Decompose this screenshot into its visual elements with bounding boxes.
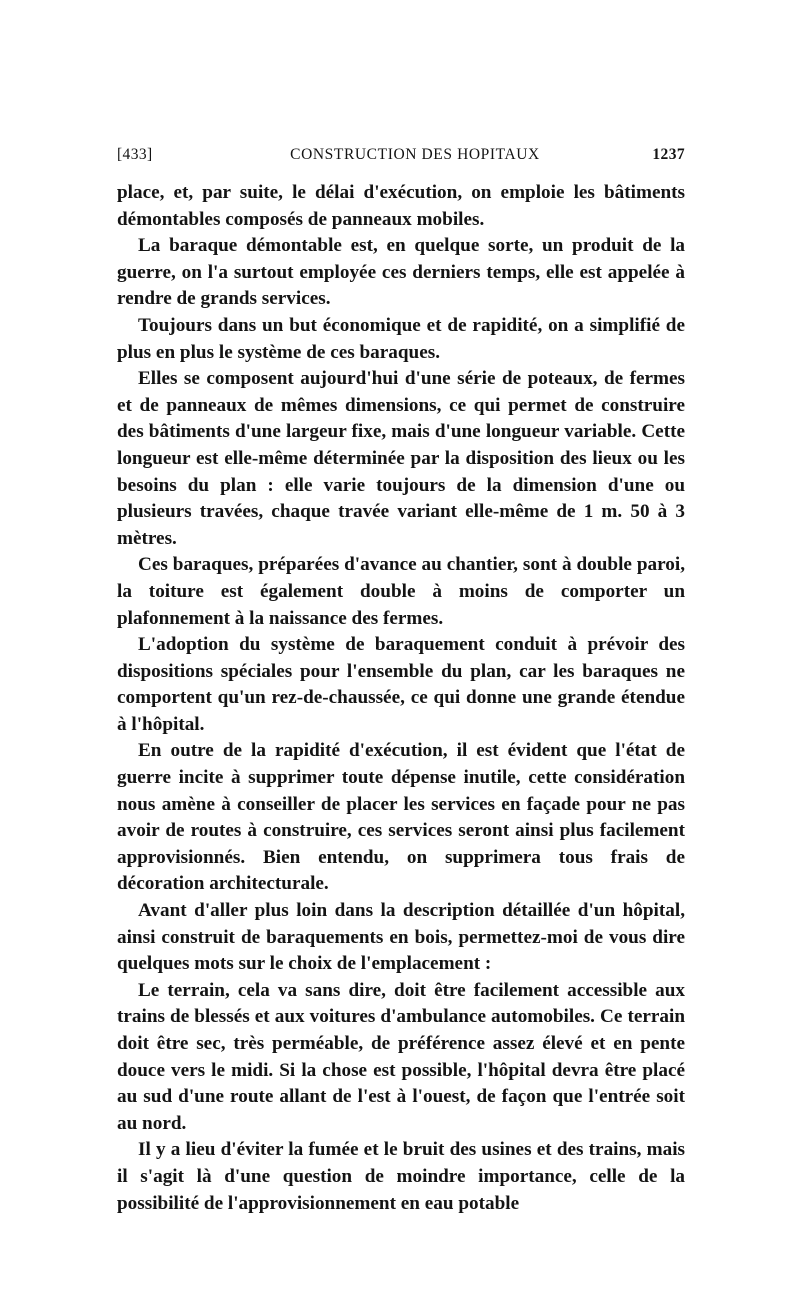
paragraph: L'adoption du système de baraquement conduit à prévoir des dispositions spéciales pour l'ensemble du plan, car les baraques ne comportent qu'un rez-de-chaussée, ce qui donne une grande étendue à l'hôpital. bbox=[117, 634, 685, 735]
running-header bbox=[117, 146, 685, 168]
page-number: 1237 bbox=[652, 146, 685, 163]
paragraph: Toujours dans un but économique et de rapidité, on a simplifié de plus en plus le système de ces baraques. bbox=[117, 314, 685, 363]
body-text bbox=[117, 180, 685, 1217]
header-title: CONSTRUCTION DES HOPITAUX bbox=[290, 146, 540, 163]
paragraph: Le terrain, cela va sans dire, doit être facilement accessible aux trains de blessés et aux voitures d'ambulance automobiles. Ce terrain doit être sec, très perméable, de préférence assez élevé et en pente douce vers le midi. Si la chose est possible, l'hôpital devra être placé au sud d'une route allant de l'est à l'ouest, de façon que l'entrée soit au nord. bbox=[117, 979, 685, 1134]
paragraph: La baraque démontable est, en quelque sorte, un produit de la guerre, on l'a surtout employée ces derniers temps, elle est appelée à rendre de grands services. bbox=[117, 235, 685, 310]
paragraph: Il y a lieu d'éviter la fumée et le bruit des usines et des trains, mais il s'agit là d'une question de moindre importance, celle de la possibilité de l'approvisionnement en eau potable bbox=[117, 1139, 685, 1214]
paragraph: place, et, par suite, le délai d'exécution, on emploie les bâtiments démontables composés de panneaux mobiles. bbox=[117, 182, 685, 230]
paragraph: Elles se composent aujourd'hui d'une série de poteaux, de fermes et de panneaux de mêmes dimensions, ce qui permet de construire des bâtiments d'une largeur fixe, mais d'une longueur variable. Cette longueur est elle-même déterminée par la disposition des lieux ou les besoins du plan : elle varie toujours de la dimension d'une ou plusieurs travées, chaque travée variant elle-même de 1 m. 50 à 3 mètres. bbox=[117, 368, 685, 549]
header-folio: [433] bbox=[117, 146, 153, 163]
paragraph: Ces baraques, préparées d'avance au chantier, sont à double paroi, la toiture est également double à moins de comporter un plafonnement à la naissance des fermes. bbox=[117, 554, 685, 629]
paragraph: En outre de la rapidité d'exécution, il est évident que l'état de guerre incite à supprimer toute dépense inutile, cette considération nous amène à conseiller de placer les services en façade pour ne pas avoir de routes à construire, ces services seront ainsi plus facilement approvisionnés. Bien entendu, on supprimera tous frais de décoration architecturale. bbox=[117, 740, 685, 895]
paragraph: Avant d'aller plus loin dans la description détaillée d'un hôpital, ainsi construit de baraquements en bois, permettez-moi de vous dire quelques mots sur le choix de l'emplacement : bbox=[117, 900, 685, 975]
